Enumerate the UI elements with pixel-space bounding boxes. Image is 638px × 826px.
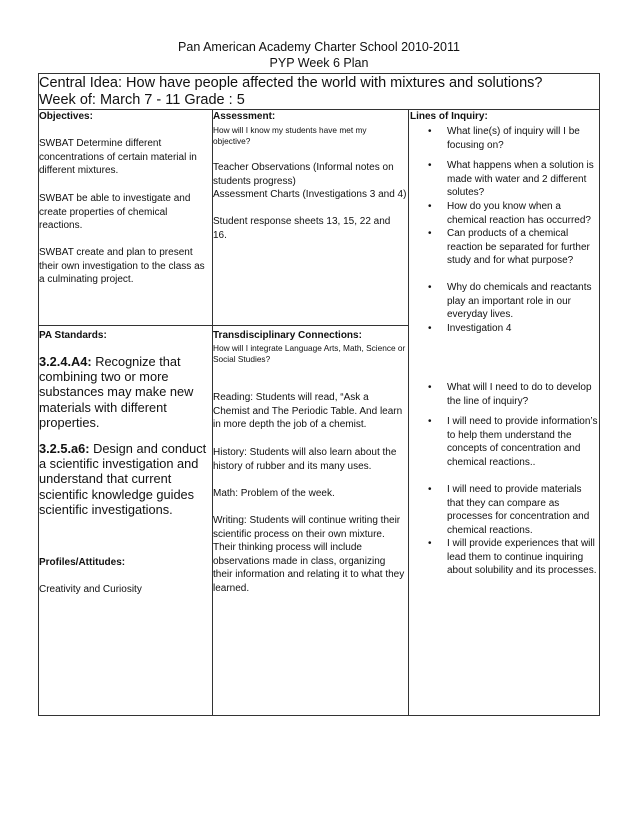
- bullet-icon: •: [428, 160, 432, 171]
- history-connection: History: Students will also learn about the history of rubber and its many uses.: [213, 447, 397, 472]
- objective-item: SWBAT create and plan to present their own investigation to the class as a culminating project.: [39, 247, 205, 285]
- profiles-heading: Profiles/Attitudes:: [39, 557, 126, 568]
- inquiry-question: [428, 125, 599, 152]
- bullet-icon: •: [428, 382, 432, 393]
- standard-text: Recognize that combining two or more substances may make new materials with different properties.: [39, 354, 194, 430]
- inquiry-item: [428, 281, 599, 322]
- develop-item: [428, 415, 599, 469]
- inquiry-item-text: What happens when a solution is made with water and 2 different solutes?: [447, 160, 594, 198]
- develop-question: [428, 381, 599, 408]
- plan-title: PYP Week 6 Plan: [269, 56, 369, 70]
- profiles-value: Creativity and Curiosity: [39, 584, 142, 595]
- bullet-icon: •: [428, 484, 432, 495]
- writing-connection: Writing: Students will continue writing their scientific process on their own mixture. Their thinking process will include observations made in class, organizing their information and relating it to what they learned.: [213, 515, 405, 594]
- assessment-item: Assessment Charts (Investigations 3 and 4): [213, 189, 407, 200]
- assessment-item: Teacher Observations (Informal notes on students progress): [213, 162, 394, 187]
- objective-item: SWBAT be able to investigate and create properties of chemical reactions.: [39, 193, 191, 231]
- assessment-question: How will I know my students have met my objective?: [213, 125, 367, 146]
- divider-top: [38, 109, 600, 110]
- bullet-icon: •: [428, 538, 432, 549]
- standard-2: [39, 441, 215, 517]
- inquiry-question-text: What line(s) of inquiry will I be focusing on?: [447, 126, 580, 151]
- pa-standards-heading: PA Standards:: [39, 330, 107, 341]
- divider-middle: [38, 325, 408, 326]
- bullet-icon: •: [428, 282, 432, 293]
- bullet-icon: •: [428, 323, 432, 334]
- inquiry-item: [428, 200, 599, 227]
- develop-item-text: I will need to provide information’s to help them understand the concepts of concentration and chemical reactions..: [447, 416, 598, 468]
- standard-code: 3.2.5.a6:: [39, 441, 90, 456]
- standard-code: 3.2.4.A4:: [39, 354, 92, 369]
- bullet-icon: •: [428, 416, 432, 427]
- standard-1: [39, 354, 211, 430]
- develop-item: [428, 537, 599, 578]
- standard-text: Design and conduct a scientific investigation and understand that current scientific knowledge guides scientific investigations.: [39, 441, 207, 517]
- reading-connection: Reading: Students will read, “Ask a Chemist and The Periodic Table. And learn in more depth the job of a chemist.: [213, 392, 403, 430]
- bullet-icon: •: [428, 126, 432, 137]
- inquiry-item: [428, 159, 599, 200]
- inquiry-heading: Lines of Inquiry:: [410, 111, 488, 122]
- inquiry-item: [428, 322, 599, 336]
- objective-item: SWBAT Determine different concentrations of certain material in different mixtures.: [39, 138, 197, 176]
- assessment-heading: Assessment:: [213, 111, 276, 122]
- inquiry-item-text: Can products of a chemical reaction be separated for further study and for what purpose?: [447, 228, 590, 266]
- develop-question-text: What will I need to do to develop the line of inquiry?: [447, 382, 592, 407]
- math-connection: Math: Problem of the week.: [213, 488, 335, 499]
- transdisciplinary-question: How will I integrate Language Arts, Math, Science or Social Studies?: [213, 343, 406, 364]
- central-idea: Central Idea: How have people affected the world with mixtures and solutions?: [39, 75, 543, 91]
- objectives-heading: Objectives:: [39, 111, 93, 122]
- bullet-icon: •: [428, 228, 432, 239]
- inquiry-item-text: How do you know when a chemical reaction has occurred?: [447, 201, 591, 226]
- inquiry-item-text: Why do chemicals and reactants play an important role in our everyday lives.: [447, 282, 592, 320]
- week-of: Week of: March 7 - 11 Grade : 5: [39, 92, 245, 108]
- divider-col2: [408, 109, 409, 716]
- develop-item-text: I will need to provide materials that they can compare as processes for concentration and chemical reactions.: [447, 484, 590, 536]
- assessment-item: Student response sheets 13, 15, 22 and 16.: [213, 216, 391, 241]
- school-title: Pan American Academy Charter School 2010-2011: [178, 40, 460, 54]
- inquiry-item: [428, 227, 599, 268]
- develop-item-text: I will provide experiences that will lead them to continue inquiring about solubility and its processes.: [447, 538, 597, 576]
- inquiry-item-text: Investigation 4: [447, 323, 512, 334]
- bullet-icon: •: [428, 201, 432, 212]
- develop-item: [428, 483, 599, 537]
- transdisciplinary-heading: Transdisciplinary Connections:: [213, 330, 362, 341]
